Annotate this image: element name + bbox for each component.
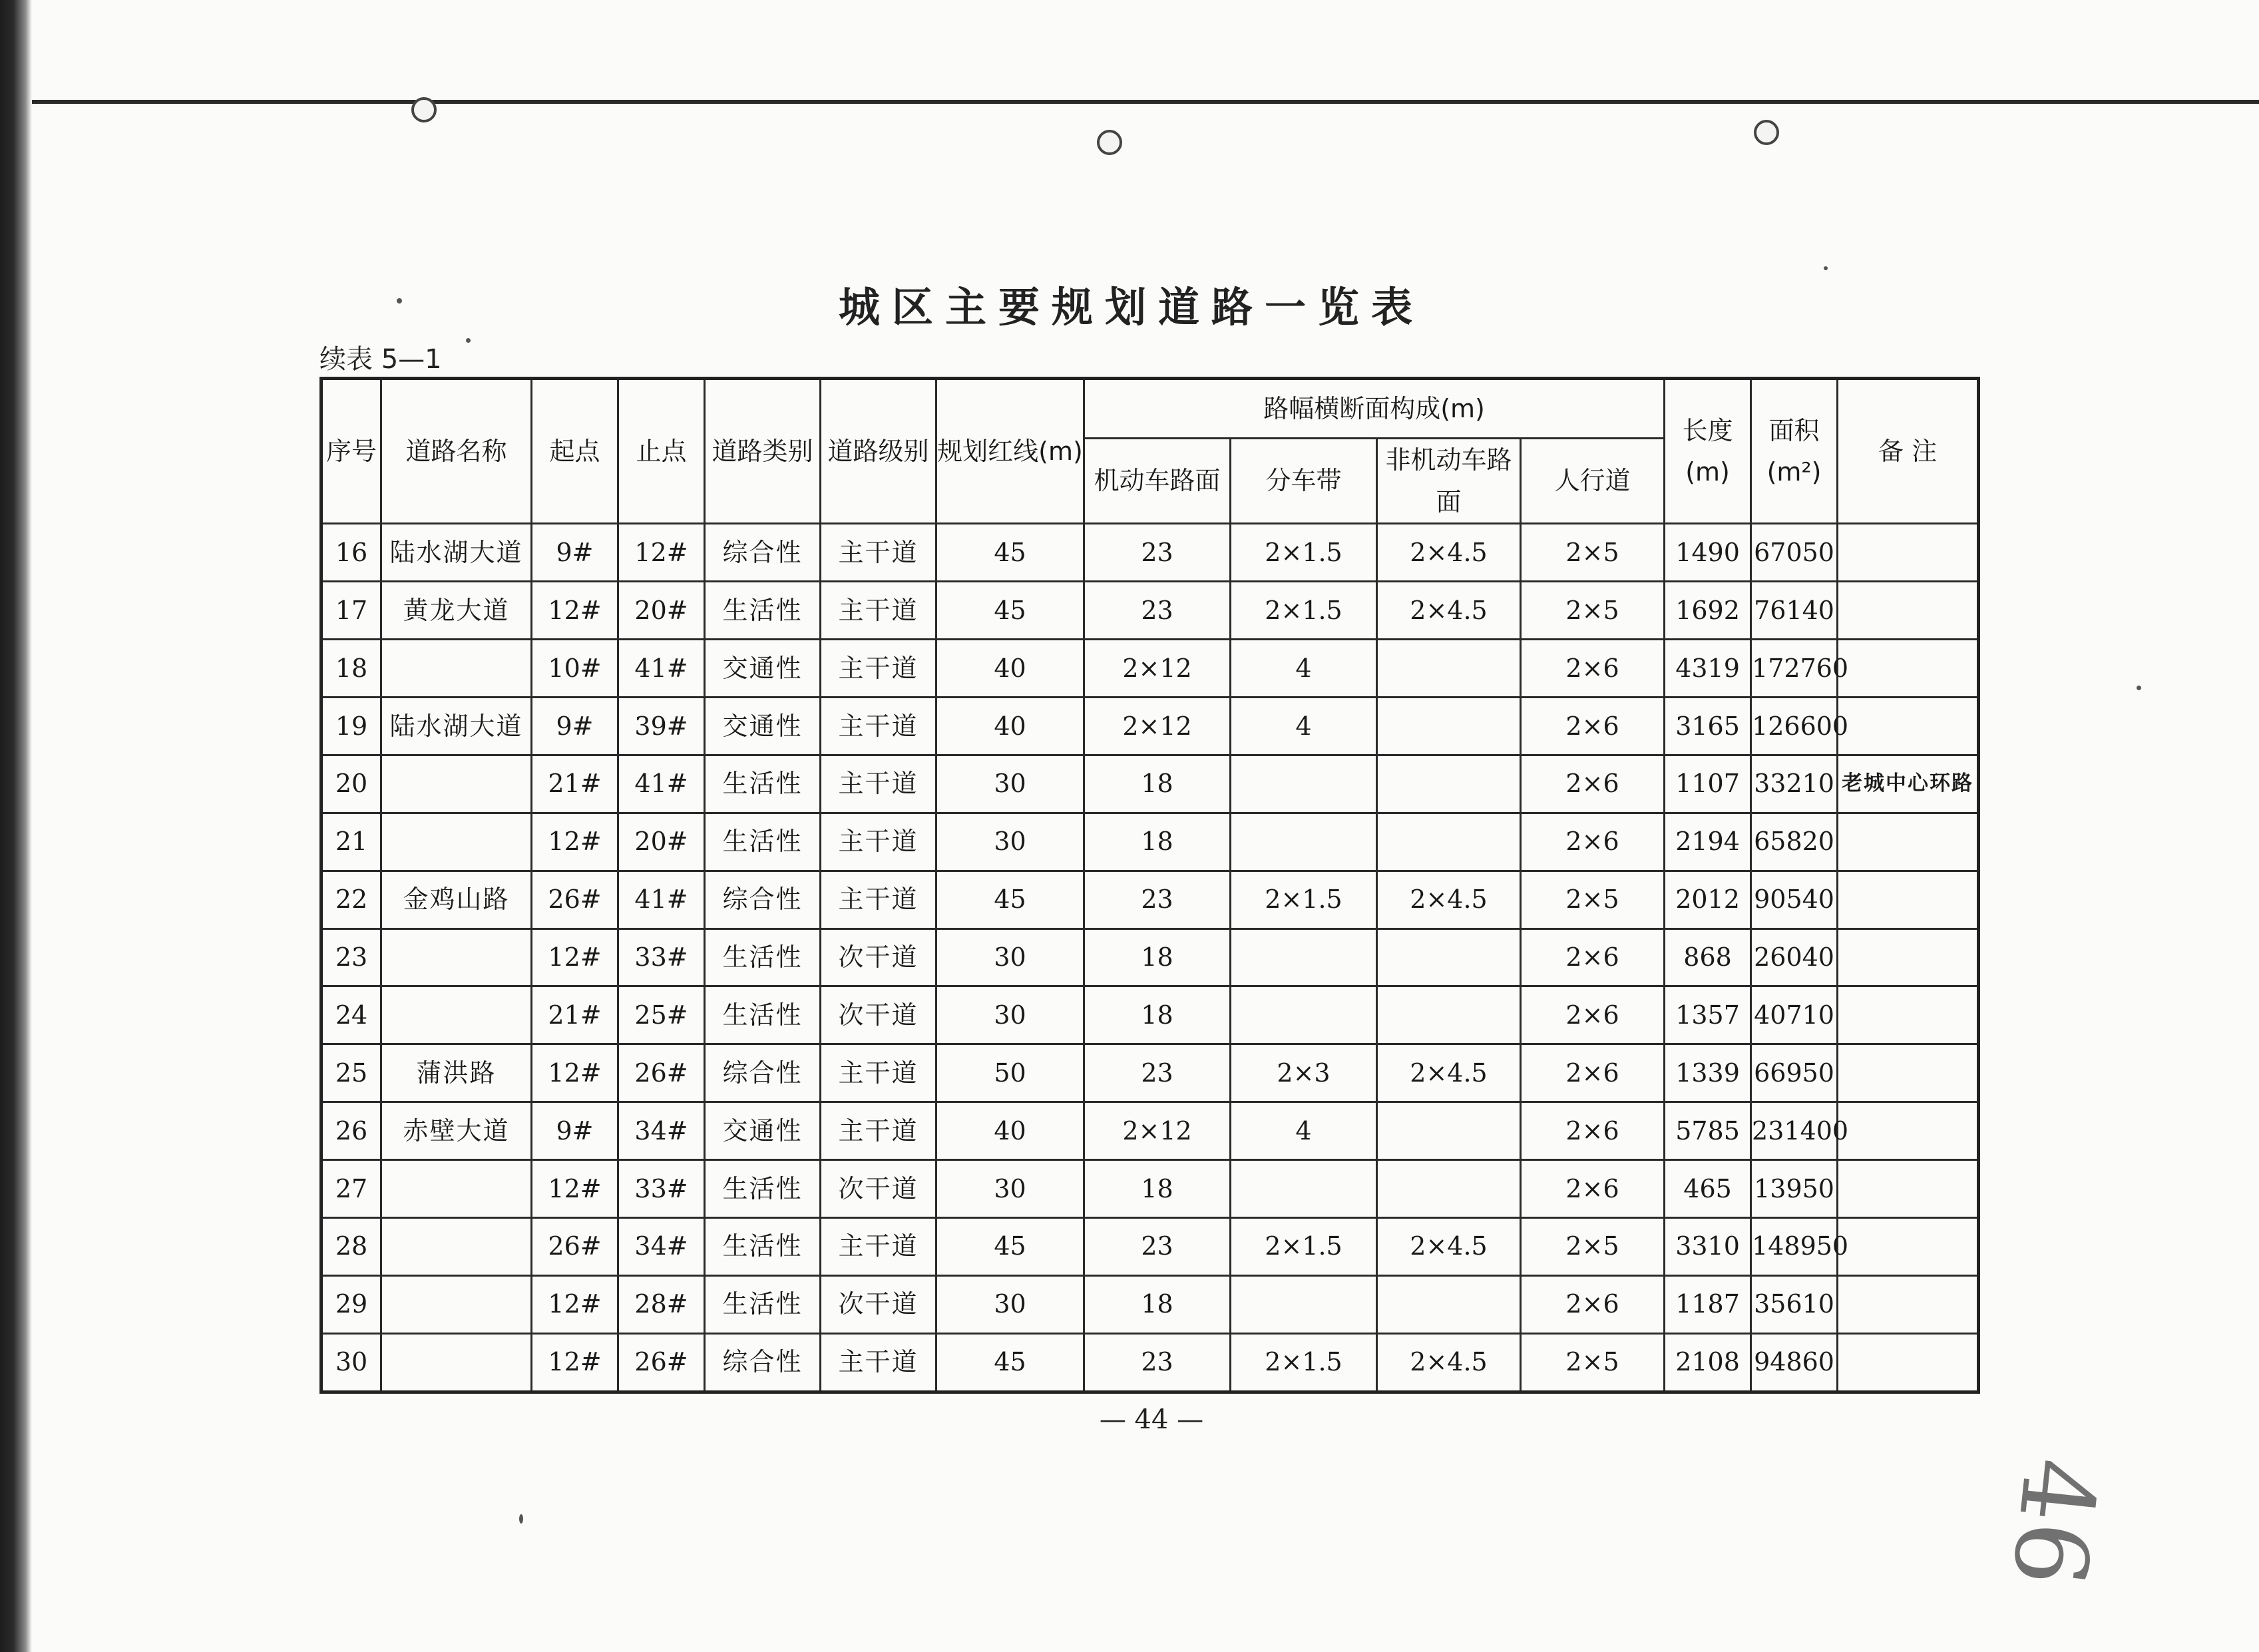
table-row (321, 1333, 1979, 1392)
cell-non-motor-lane (1377, 986, 1521, 1044)
cell-motor-lane: 18 (1084, 813, 1231, 871)
cell-red-line: 40 (936, 698, 1084, 755)
cell-road-name: 黄龙大道 (381, 582, 532, 640)
cell-remark (1838, 1217, 1979, 1275)
cell-end: 33# (618, 1160, 705, 1218)
cell-seq: 30 (321, 1333, 381, 1392)
cell-divider (1231, 755, 1377, 813)
table-header (321, 379, 1979, 524)
table-row (321, 698, 1979, 755)
cell-non-motor-lane: 2×4.5 (1377, 1044, 1521, 1102)
cell-non-motor-lane (1377, 640, 1521, 698)
cell-end: 34# (618, 1217, 705, 1275)
cell-start: 12# (532, 1044, 618, 1102)
cell-red-line: 30 (936, 755, 1084, 813)
cell-category: 交通性 (705, 698, 821, 755)
cell-area: 26040 (1751, 929, 1838, 986)
cell-road-name (381, 1333, 532, 1392)
cell-sidewalk: 2×5 (1521, 871, 1665, 929)
cell-road-name (381, 1160, 532, 1218)
cell-end: 20# (618, 582, 705, 640)
cell-motor-lane: 18 (1084, 986, 1231, 1044)
cell-category: 综合性 (705, 871, 821, 929)
cell-red-line: 40 (936, 1102, 1084, 1160)
cell-end: 26# (618, 1044, 705, 1102)
cell-seq: 21 (321, 813, 381, 871)
cell-length: 1107 (1665, 755, 1751, 813)
cell-grade: 主干道 (821, 871, 936, 929)
cell-area: 76140 (1751, 582, 1838, 640)
cell-non-motor-lane (1377, 1275, 1521, 1333)
cell-category: 生活性 (705, 1217, 821, 1275)
table-row (321, 755, 1979, 813)
cell-grade: 主干道 (821, 1333, 936, 1392)
cell-sidewalk: 2×6 (1521, 640, 1665, 698)
cell-road-name: 蒲洪路 (381, 1044, 532, 1102)
table-row (321, 1217, 1979, 1275)
cell-seq: 23 (321, 929, 381, 986)
cell-red-line: 45 (936, 871, 1084, 929)
cell-divider: 4 (1231, 698, 1377, 755)
cell-grade: 主干道 (821, 1044, 936, 1102)
road-table (319, 377, 1980, 1394)
cell-red-line: 30 (936, 1275, 1084, 1333)
cell-seq: 17 (321, 582, 381, 640)
cell-grade: 主干道 (821, 755, 936, 813)
cell-remark (1838, 813, 1979, 871)
cell-start: 12# (532, 1275, 618, 1333)
cell-grade: 主干道 (821, 524, 936, 582)
cell-remark (1838, 640, 1979, 698)
cell-grade: 主干道 (821, 640, 936, 698)
cell-seq: 29 (321, 1275, 381, 1333)
cell-road-name (381, 929, 532, 986)
cell-length: 3165 (1665, 698, 1751, 755)
cell-grade: 次干道 (821, 1160, 936, 1218)
table-row (321, 582, 1979, 640)
cell-start: 9# (532, 698, 618, 755)
cell-road-name: 陆水湖大道 (381, 698, 532, 755)
cell-start: 12# (532, 929, 618, 986)
cell-area: 65820 (1751, 813, 1838, 871)
cell-sidewalk: 2×6 (1521, 1102, 1665, 1160)
cell-motor-lane: 2×12 (1084, 640, 1231, 698)
cell-end: 39# (618, 698, 705, 755)
cell-area: 172760 (1751, 640, 1838, 698)
header-sidewalk: 人行道 (1521, 439, 1665, 524)
cell-motor-lane: 23 (1084, 871, 1231, 929)
cell-sidewalk: 2×6 (1521, 813, 1665, 871)
cell-category: 综合性 (705, 1333, 821, 1392)
cell-area: 35610 (1751, 1275, 1838, 1333)
cell-seq: 19 (321, 698, 381, 755)
cell-motor-lane: 23 (1084, 1333, 1231, 1392)
table-row (321, 986, 1979, 1044)
cell-area: 13950 (1751, 1160, 1838, 1218)
cell-remark (1838, 524, 1979, 582)
table-row (321, 929, 1979, 986)
table-row (321, 640, 1979, 698)
header-remarks: 备 注 (1838, 379, 1979, 524)
cell-length: 4319 (1665, 640, 1751, 698)
cell-road-name (381, 640, 532, 698)
cell-area: 40710 (1751, 986, 1838, 1044)
cell-red-line: 45 (936, 1333, 1084, 1392)
table-row (321, 1275, 1979, 1333)
cell-start: 12# (532, 1333, 618, 1392)
cell-area: 90540 (1751, 871, 1838, 929)
cell-road-name (381, 755, 532, 813)
cell-grade: 主干道 (821, 1217, 936, 1275)
cell-divider: 2×1.5 (1231, 524, 1377, 582)
cell-category: 交通性 (705, 1102, 821, 1160)
cell-motor-lane: 2×12 (1084, 698, 1231, 755)
punch-hole-right (1754, 120, 1779, 145)
cell-category: 生活性 (705, 986, 821, 1044)
cell-non-motor-lane (1377, 813, 1521, 871)
cell-non-motor-lane (1377, 929, 1521, 986)
header-seq: 序号 (321, 379, 381, 524)
cell-end: 26# (618, 1333, 705, 1392)
cell-length: 1339 (1665, 1044, 1751, 1102)
cell-start: 26# (532, 1217, 618, 1275)
cell-sidewalk: 2×6 (1521, 929, 1665, 986)
header-motor-lane: 机动车路面 (1084, 439, 1231, 524)
punch-hole-left (411, 97, 437, 122)
cell-remark (1838, 929, 1979, 986)
cell-area: 148950 (1751, 1217, 1838, 1275)
cell-remark (1838, 1160, 1979, 1218)
cell-category: 生活性 (705, 582, 821, 640)
cell-length: 1187 (1665, 1275, 1751, 1333)
cell-motor-lane: 23 (1084, 1217, 1231, 1275)
cell-sidewalk: 2×5 (1521, 1333, 1665, 1392)
cell-grade: 主干道 (821, 1102, 936, 1160)
cell-sidewalk: 2×6 (1521, 986, 1665, 1044)
table-continuation-label: 续表 5—1 (319, 344, 442, 375)
cell-start: 26# (532, 871, 618, 929)
cell-grade: 主干道 (821, 813, 936, 871)
cell-road-name (381, 1217, 532, 1275)
page-number: — 44 — (1099, 1404, 1204, 1435)
cell-length: 2194 (1665, 813, 1751, 871)
cell-non-motor-lane: 2×4.5 (1377, 1217, 1521, 1275)
speck (466, 338, 471, 343)
cell-seq: 18 (321, 640, 381, 698)
cell-sidewalk: 2×5 (1521, 524, 1665, 582)
cell-length: 1490 (1665, 524, 1751, 582)
header-grade: 道路级别 (821, 379, 936, 524)
top-rule-line (32, 100, 2259, 104)
cell-divider: 2×1.5 (1231, 1333, 1377, 1392)
cell-length: 2012 (1665, 871, 1751, 929)
scan-edge-shadow (0, 0, 32, 1652)
punch-hole-middle (1097, 130, 1122, 155)
cell-start: 21# (532, 986, 618, 1044)
header-end: 止点 (618, 379, 705, 524)
cell-motor-lane: 18 (1084, 755, 1231, 813)
cell-category: 生活性 (705, 813, 821, 871)
cell-motor-lane: 23 (1084, 1044, 1231, 1102)
cell-start: 12# (532, 582, 618, 640)
cell-grade: 次干道 (821, 986, 936, 1044)
cell-motor-lane: 18 (1084, 1160, 1231, 1218)
cell-area: 231400 (1751, 1102, 1838, 1160)
cell-divider (1231, 1160, 1377, 1218)
cell-grade: 主干道 (821, 582, 936, 640)
cell-end: 20# (618, 813, 705, 871)
table-row (321, 871, 1979, 929)
cell-seq: 22 (321, 871, 381, 929)
speck (2137, 686, 2141, 690)
cell-road-name (381, 813, 532, 871)
cell-divider: 2×1.5 (1231, 871, 1377, 929)
cell-area: 126600 (1751, 698, 1838, 755)
cell-red-line: 30 (936, 1160, 1084, 1218)
cell-divider: 2×1.5 (1231, 582, 1377, 640)
cell-motor-lane: 23 (1084, 524, 1231, 582)
cell-non-motor-lane (1377, 698, 1521, 755)
cell-non-motor-lane (1377, 755, 1521, 813)
cell-motor-lane: 18 (1084, 1275, 1231, 1333)
cell-category: 生活性 (705, 1275, 821, 1333)
table-row (321, 1044, 1979, 1102)
cell-divider: 2×3 (1231, 1044, 1377, 1102)
cell-end: 33# (618, 929, 705, 986)
header-start: 起点 (532, 379, 618, 524)
cell-road-name (381, 986, 532, 1044)
cell-divider (1231, 929, 1377, 986)
cell-non-motor-lane: 2×4.5 (1377, 582, 1521, 640)
header-road-name: 道路名称 (381, 379, 532, 524)
table-row (321, 813, 1979, 871)
cell-length: 1357 (1665, 986, 1751, 1044)
cell-non-motor-lane: 2×4.5 (1377, 871, 1521, 929)
table-row (321, 1160, 1979, 1218)
header-cross-section: 路幅横断面构成(m) (1084, 379, 1665, 439)
cell-seq: 20 (321, 755, 381, 813)
cell-remark (1838, 582, 1979, 640)
cell-sidewalk: 2×6 (1521, 1044, 1665, 1102)
cell-category: 生活性 (705, 929, 821, 986)
cell-area: 67050 (1751, 524, 1838, 582)
header-category: 道路类别 (705, 379, 821, 524)
cell-seq: 16 (321, 524, 381, 582)
header-area: 面积(m²) (1751, 379, 1838, 524)
cell-red-line: 45 (936, 1217, 1084, 1275)
cell-red-line: 50 (936, 1044, 1084, 1102)
cell-category: 综合性 (705, 1044, 821, 1102)
cell-start: 10# (532, 640, 618, 698)
cell-road-name: 金鸡山路 (381, 871, 532, 929)
speck (397, 298, 402, 304)
cell-end: 25# (618, 986, 705, 1044)
cell-divider: 2×1.5 (1231, 1217, 1377, 1275)
cell-remark (1838, 1102, 1979, 1160)
cell-non-motor-lane (1377, 1102, 1521, 1160)
cell-start: 21# (532, 755, 618, 813)
cell-divider (1231, 986, 1377, 1044)
cell-remark (1838, 871, 1979, 929)
cell-motor-lane: 23 (1084, 582, 1231, 640)
cell-divider: 4 (1231, 1102, 1377, 1160)
cell-sidewalk: 2×6 (1521, 755, 1665, 813)
cell-red-line: 45 (936, 582, 1084, 640)
cell-sidewalk: 2×6 (1521, 698, 1665, 755)
header-non-motor-lane: 非机动车路面 (1377, 439, 1521, 524)
cell-non-motor-lane: 2×4.5 (1377, 524, 1521, 582)
cell-remark (1838, 1275, 1979, 1333)
cell-non-motor-lane: 2×4.5 (1377, 1333, 1521, 1392)
speck (519, 1514, 523, 1524)
cell-seq: 28 (321, 1217, 381, 1275)
cell-category: 综合性 (705, 524, 821, 582)
cell-divider (1231, 1275, 1377, 1333)
page-title: 城区主要规划道路一览表 (838, 283, 1424, 331)
cell-start: 12# (532, 813, 618, 871)
cell-area: 94860 (1751, 1333, 1838, 1392)
cell-grade: 次干道 (821, 1275, 936, 1333)
cell-length: 868 (1665, 929, 1751, 986)
cell-end: 41# (618, 871, 705, 929)
cell-non-motor-lane (1377, 1160, 1521, 1218)
header-red-line: 规划红线(m) (936, 379, 1084, 524)
header-length: 长度(m) (1665, 379, 1751, 524)
cell-sidewalk: 2×5 (1521, 1217, 1665, 1275)
cell-area: 33210 (1751, 755, 1838, 813)
cell-remark (1838, 1333, 1979, 1392)
cell-sidewalk: 2×6 (1521, 1275, 1665, 1333)
cell-end: 41# (618, 640, 705, 698)
cell-remark (1838, 986, 1979, 1044)
cell-length: 3310 (1665, 1217, 1751, 1275)
cell-sidewalk: 2×5 (1521, 582, 1665, 640)
cell-seq: 27 (321, 1160, 381, 1218)
cell-red-line: 30 (936, 986, 1084, 1044)
cell-motor-lane: 2×12 (1084, 1102, 1231, 1160)
header-divider: 分车带 (1231, 439, 1377, 524)
cell-category: 生活性 (705, 755, 821, 813)
cell-length: 5785 (1665, 1102, 1751, 1160)
cell-end: 28# (618, 1275, 705, 1333)
cell-red-line: 45 (936, 524, 1084, 582)
cell-red-line: 40 (936, 640, 1084, 698)
cell-sidewalk: 2×6 (1521, 1160, 1665, 1218)
cell-remark (1838, 698, 1979, 755)
cell-remark (1838, 1044, 1979, 1102)
cell-grade: 主干道 (821, 698, 936, 755)
cell-remark: 老城中心环路 (1838, 755, 1979, 813)
table-row (321, 1102, 1979, 1160)
cell-start: 9# (532, 1102, 618, 1160)
handwritten-page-mark: 46 (1989, 1452, 2118, 1592)
cell-divider (1231, 813, 1377, 871)
cell-road-name (381, 1275, 532, 1333)
cell-red-line: 30 (936, 813, 1084, 871)
speck (1824, 266, 1828, 270)
cell-length: 465 (1665, 1160, 1751, 1218)
cell-end: 34# (618, 1102, 705, 1160)
cell-divider: 4 (1231, 640, 1377, 698)
cell-road-name: 陆水湖大道 (381, 524, 532, 582)
cell-seq: 24 (321, 986, 381, 1044)
cell-seq: 26 (321, 1102, 381, 1160)
cell-length: 1692 (1665, 582, 1751, 640)
cell-motor-lane: 18 (1084, 929, 1231, 986)
cell-area: 66950 (1751, 1044, 1838, 1102)
cell-category: 交通性 (705, 640, 821, 698)
table-row (321, 524, 1979, 582)
cell-start: 9# (532, 524, 618, 582)
cell-end: 12# (618, 524, 705, 582)
cell-road-name: 赤壁大道 (381, 1102, 532, 1160)
table-body (321, 524, 1979, 1392)
cell-start: 12# (532, 1160, 618, 1218)
cell-grade: 次干道 (821, 929, 936, 986)
cell-seq: 25 (321, 1044, 381, 1102)
cell-category: 生活性 (705, 1160, 821, 1218)
cell-red-line: 30 (936, 929, 1084, 986)
cell-end: 41# (618, 755, 705, 813)
cell-length: 2108 (1665, 1333, 1751, 1392)
